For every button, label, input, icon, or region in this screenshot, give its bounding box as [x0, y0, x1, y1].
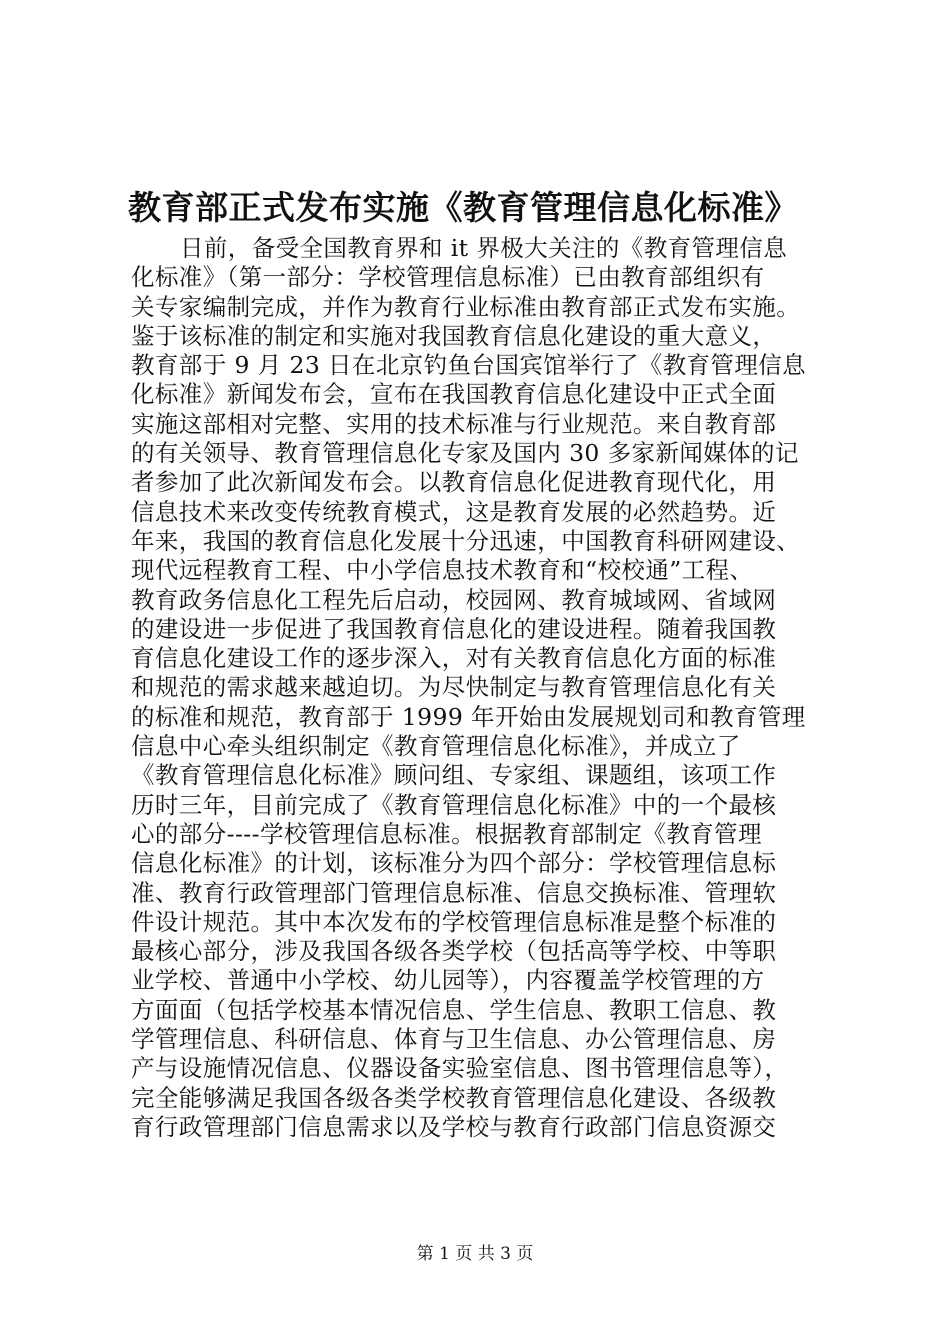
body-line: 的有关领导、教育管理信息化专家及国内 30 多家新闻媒体的记: [131, 439, 799, 468]
body-line: 育信息化建设工作的逐步深入，对有关教育信息化方面的标准: [131, 644, 777, 673]
document-title: 教育部正式发布实施《教育管理信息化标准》: [128, 188, 798, 227]
body-line: 化标准》（第一部分：学校管理信息标准）已由教育部组织有: [131, 263, 765, 292]
body-line: 准、教育行政管理部门管理信息标准、信息交换标准、管理软: [131, 878, 777, 907]
body-line: 信息中心牵头组织制定《教育管理信息化标准》，并成立了: [131, 732, 741, 761]
body-line: 业学校、普通中小学校、幼儿园等），内容覆盖学校管理的方: [131, 966, 765, 995]
body-line: 年来，我国的教育信息化发展十分迅速，中国教育科研网建设、: [131, 526, 801, 555]
body-line: 产与设施情况信息、仪器设备实验室信息、图书管理信息等），: [131, 1054, 789, 1083]
body-line: 日前，备受全国教育界和 it 界极大关注的《教育管理信息: [180, 234, 788, 262]
body-line: 现代远程教育工程、中小学信息技术教育和“校校通”工程、: [131, 556, 754, 585]
body-line: 的标准和规范，教育部于 1999 年开始由发展规划司和教育管理: [131, 702, 806, 731]
page-footer: 第 1 页 共 3 页: [416, 1244, 534, 1264]
body-line: 方面面（包括学校基本情况信息、学生信息、教职工信息、教: [131, 995, 777, 1024]
body-line: 鉴于该标准的制定和实施对我国教育信息化建设的重大意义，: [131, 321, 777, 350]
body-line: 者参加了此次新闻发布会。以教育信息化促进教育现代化，用: [131, 468, 777, 497]
body-line: 学管理信息、科研信息、体育与卫生信息、办公管理信息、房: [131, 1025, 777, 1054]
body-line: 《教育管理信息化标准》顾问组、专家组、课题组，该项工作: [131, 761, 777, 790]
body-line: 的建设进一步促进了我国教育信息化的建设进程。随着我国教: [131, 614, 777, 643]
body-line: 实施这部相对完整、实用的技术标准与行业规范。来自教育部: [131, 409, 777, 438]
body-line: 最核心部分，涉及我国各级各类学校（包括高等学校、中等职: [131, 937, 777, 966]
body-line: 教育部于 9 月 23 日在北京钓鱼台国宾馆举行了《教育管理信息: [131, 351, 807, 380]
document-body: [131, 234, 931, 1142]
body-line: 信息技术来改变传统教育模式，这是教育发展的必然趋势。近: [131, 497, 777, 526]
body-line: 育行政管理部门信息需求以及学校与教育行政部门信息资源交: [131, 1112, 777, 1141]
body-line: 化标准》新闻发布会，宣布在我国教育信息化建设中正式全面: [131, 380, 777, 409]
body-line: 完全能够满足我国各级各类学校教育管理信息化建设、各级教: [131, 1083, 777, 1112]
body-line: 关专家编制完成，并作为教育行业标准由教育部正式发布实施。: [131, 292, 801, 321]
body-line: 信息化标准》的计划，该标准分为四个部分：学校管理信息标: [131, 849, 777, 878]
body-line: 和规范的需求越来越迫切。为尽快制定与教育管理信息化有关: [131, 673, 777, 702]
body-line: 心的部分----学校管理信息标准。根据教育部制定《教育管理: [131, 819, 762, 848]
body-line: 教育政务信息化工程先后启动，校园网、教育城域网、省域网: [131, 585, 777, 614]
body-line: 历时三年，目前完成了《教育管理信息化标准》中的一个最核: [131, 790, 777, 819]
body-line: 件设计规范。其中本次发布的学校管理信息标准是整个标准的: [131, 907, 777, 936]
